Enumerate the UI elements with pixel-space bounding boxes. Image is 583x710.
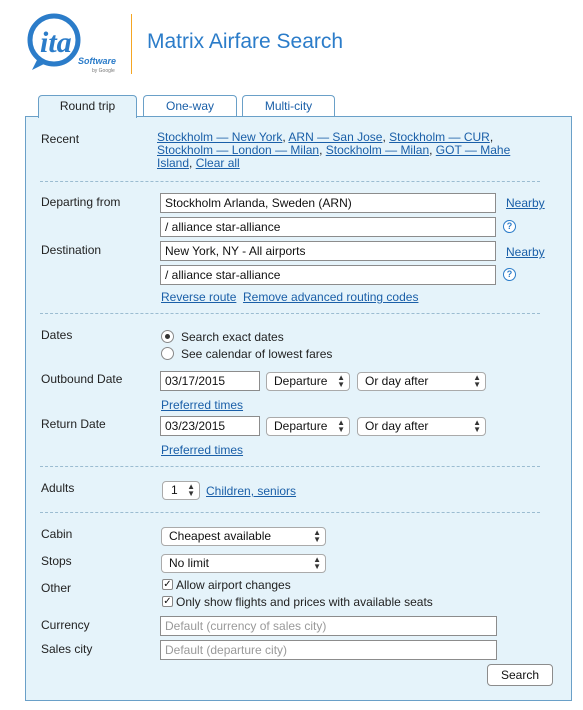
chevron-updown-icon: ▲ ▼ <box>313 528 321 544</box>
sales-city-input[interactable]: Default (departure city) <box>160 640 497 660</box>
recent-searches: Stockholm — New York, ARN — San Jose, Stockholm — CUR, Stockholm — London — Milan, Stockholm — Milan, GOT — Mahe Island, Clear all <box>157 130 511 170</box>
tab-multi-city[interactable]: Multi-city <box>242 95 335 117</box>
destination-input[interactable]: New York, NY - All airports <box>160 241 496 261</box>
other-label: Other <box>41 581 72 595</box>
return-date-label: Return Date <box>41 417 106 431</box>
recent-link-4[interactable]: Stockholm — London — Milan <box>157 143 320 157</box>
return-preferred-times-link[interactable]: Preferred times <box>161 443 244 457</box>
stops-value: No limit <box>169 556 210 570</box>
outbound-flex-select[interactable] <box>357 372 486 391</box>
return-flex-value: Or day after <box>365 419 429 433</box>
return-date-input[interactable]: 03/23/2015 <box>160 416 260 436</box>
allow-airport-changes-label: Allow airport changes <box>176 578 291 592</box>
checkmark-icon: ✓ <box>163 596 172 607</box>
page-title: Matrix Airfare Search <box>147 30 344 53</box>
currency-label: Currency <box>41 618 90 632</box>
section-divider <box>40 512 540 513</box>
section-divider <box>40 181 540 182</box>
recent-link-1[interactable]: Stockholm — New York <box>157 130 283 144</box>
outbound-date-input[interactable]: 03/17/2015 <box>160 371 260 391</box>
header-divider <box>131 14 132 74</box>
departing-input[interactable]: Stockholm Arlanda, Sweden (ARN) <box>160 193 496 213</box>
outbound-preferred-times-link[interactable]: Preferred times <box>161 398 244 412</box>
cabin-value: Cheapest available <box>169 529 272 543</box>
departing-label: Departing from <box>41 195 121 209</box>
tab-round-trip[interactable]: Round trip <box>38 95 137 118</box>
chevron-updown-icon: ▲ ▼ <box>473 373 481 389</box>
clear-all-link[interactable]: Clear all <box>195 156 240 170</box>
checkmark-icon: ✓ <box>163 579 172 590</box>
exact-dates-radio[interactable] <box>161 330 174 343</box>
outbound-date-label: Outbound Date <box>41 372 123 386</box>
logo-software: Software <box>78 56 117 66</box>
destination-routing-code-input[interactable]: / alliance star-alliance <box>160 265 496 285</box>
tab-one-way[interactable]: One-way <box>143 95 237 117</box>
stops-label: Stops <box>41 554 72 568</box>
departing-nearby-link[interactable]: Nearby <box>506 196 545 210</box>
recent-link-6-cont[interactable]: Island <box>157 156 190 170</box>
chevron-updown-icon: ▲ ▼ <box>313 555 321 571</box>
cabin-label: Cabin <box>41 527 73 541</box>
help-icon[interactable]: ? <box>503 220 516 233</box>
destination-label: Destination <box>41 243 102 257</box>
exact-dates-label: Search exact dates <box>181 330 284 344</box>
recent-link-6[interactable]: GOT — Mahe <box>435 143 511 157</box>
currency-input[interactable]: Default (currency of sales city) <box>160 616 497 636</box>
available-seats-checkbox[interactable] <box>162 596 173 607</box>
search-button[interactable]: Search <box>487 664 553 686</box>
chevron-updown-icon: ▲ ▼ <box>473 418 481 434</box>
logo-wordmark: ita <box>40 26 72 59</box>
reverse-route-link[interactable]: Reverse route <box>161 290 237 304</box>
ita-software-logo <box>24 8 128 74</box>
cabin-select[interactable] <box>161 527 326 546</box>
calendar-radio[interactable] <box>161 347 174 360</box>
available-seats-label: Only show flights and prices with available seats <box>176 595 433 609</box>
section-divider <box>40 466 540 467</box>
chevron-updown-icon: ▲ ▼ <box>337 373 345 389</box>
allow-airport-changes-checkbox[interactable] <box>162 579 173 590</box>
dates-label: Dates <box>41 328 73 342</box>
adults-value: 1 <box>171 483 178 497</box>
section-divider <box>40 313 540 314</box>
recent-link-5[interactable]: Stockholm — Milan <box>325 143 430 157</box>
outbound-flex-value: Or day after <box>365 374 429 388</box>
chevron-updown-icon: ▲ ▼ <box>337 418 345 434</box>
return-time-value: Departure <box>274 419 328 433</box>
adults-select[interactable] <box>162 481 200 500</box>
help-icon[interactable]: ? <box>503 268 516 281</box>
recent-link-2[interactable]: ARN — San Jose <box>288 130 383 144</box>
outbound-time-select[interactable] <box>266 372 350 391</box>
return-flex-select[interactable] <box>357 417 486 436</box>
stops-select[interactable] <box>161 554 326 573</box>
sales-city-label: Sales city <box>41 642 93 656</box>
children-seniors-link[interactable]: Children, seniors <box>206 484 297 498</box>
remove-routing-codes-link[interactable]: Remove advanced routing codes <box>243 290 419 304</box>
outbound-time-value: Departure <box>274 374 328 388</box>
recent-link-3[interactable]: Stockholm — CUR <box>389 130 490 144</box>
calendar-label: See calendar of lowest fares <box>181 347 333 361</box>
return-time-select[interactable] <box>266 417 350 436</box>
logo-by-google: by Google <box>92 68 115 74</box>
recent-label: Recent <box>41 132 80 146</box>
departing-routing-code-input[interactable]: / alliance star-alliance <box>160 217 496 237</box>
adults-label: Adults <box>41 481 75 495</box>
destination-nearby-link[interactable]: Nearby <box>506 245 545 259</box>
chevron-updown-icon: ▲ ▼ <box>187 482 195 498</box>
